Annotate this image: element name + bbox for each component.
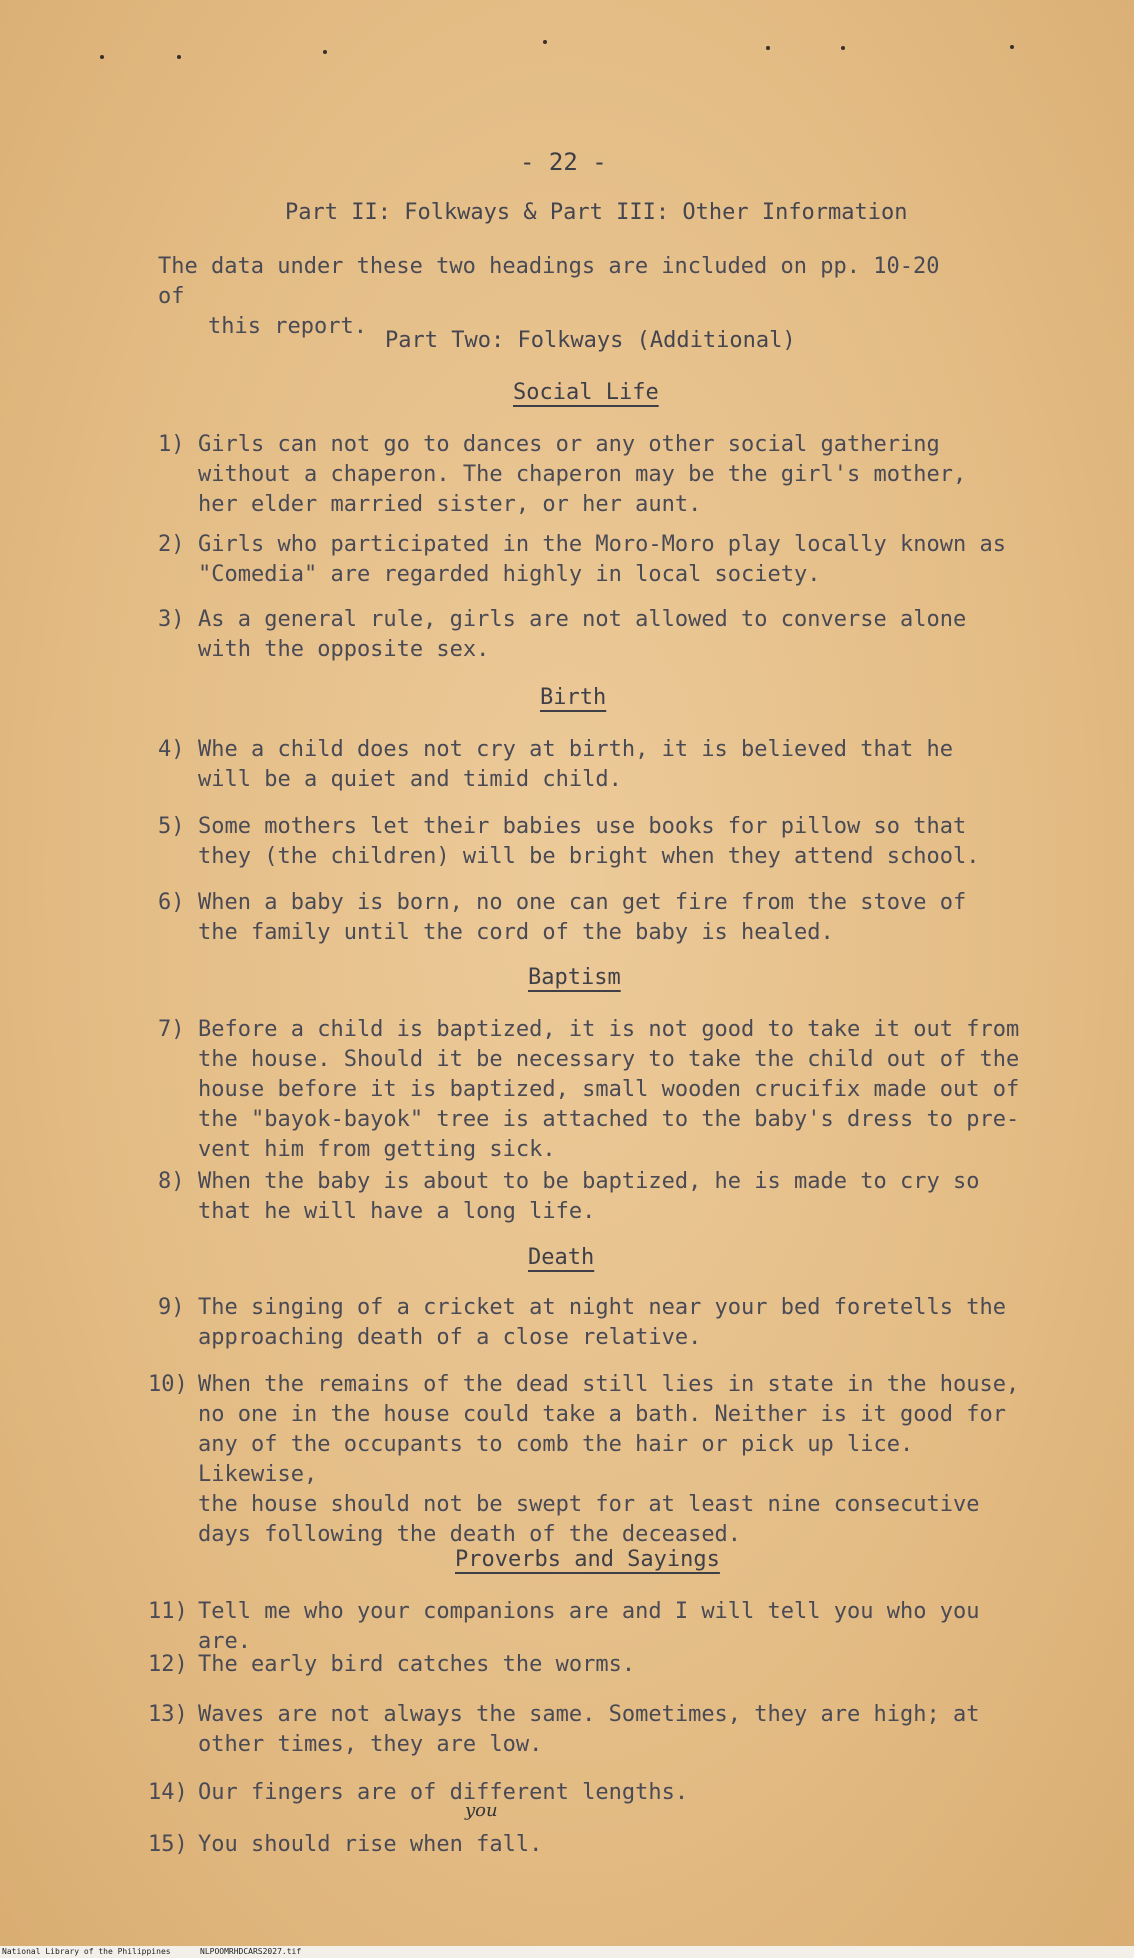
intro-line-1: The data under these two headings are included on pp. 10-20 of: [158, 254, 940, 309]
item-text: Waves are not always the same. Sometimes, they are high; at other times, they are low.: [198, 1702, 980, 1757]
item-text: Before a child is baptized, it is not good to take it out from the house. Should it be necessary to take the child out of the house before it is baptized, small wooden crucifix made out of the "bayok-bayok" tree is attached to the baby's dress to pre- vent him from getting sick.: [198, 1017, 1020, 1162]
item-number: 9): [158, 1295, 185, 1320]
item-text: When the remains of the dead still lies in state in the house, no one in the house could take a bath. Neither is it good for any of the occupants to comb the hair or pick up lice. Likewise, the house should not be swept for at least nine consecutive days following the death of the deceased.: [198, 1372, 1020, 1547]
subheading: Part Two: Folkways (Additional): [385, 328, 796, 353]
item-number: 11): [148, 1599, 188, 1624]
scan-footer: [0, 1946, 1134, 1958]
item-number: 3): [158, 607, 185, 632]
item-text: You should rise when fall.: [198, 1832, 543, 1857]
page-heading: Part II: Folkways & Part III: Other Information: [285, 200, 908, 225]
item-text: Girls who participated in the Moro-Moro play locally known as "Comedia" are regarded highly in local society.: [198, 532, 1006, 587]
item-text: When the baby is about to be baptized, he is made to cry so that he will have a long life.: [198, 1169, 980, 1224]
list-item: [148, 1700, 1028, 1760]
item-number: 5): [158, 814, 185, 839]
list-item: [158, 888, 1028, 948]
list-item: [158, 1167, 1028, 1227]
intro-line-2: this report.: [208, 314, 367, 339]
list-item: [158, 605, 1028, 665]
item-number: 4): [158, 737, 185, 762]
section-death: Death: [528, 1245, 595, 1270]
footer-filename: NLPOOMRHDCARS2027.tif: [200, 1947, 302, 1956]
item-number: 7): [158, 1017, 185, 1042]
section-proverbs: Proverbs and Sayings: [455, 1547, 720, 1572]
list-item: [148, 1830, 1028, 1860]
list-item: [158, 735, 1028, 795]
list-item: [148, 1597, 1028, 1657]
item-number: 8): [158, 1169, 185, 1194]
handwritten-annotation: you: [465, 1800, 498, 1821]
item-number: 14): [148, 1780, 188, 1805]
section-baptism: Baptism: [528, 965, 621, 990]
list-item: [148, 1778, 1028, 1808]
list-item: [158, 530, 1028, 590]
item-number: 12): [148, 1652, 188, 1677]
item-number: 13): [148, 1702, 188, 1727]
list-item: [158, 1293, 1028, 1353]
item-number: 2): [158, 532, 185, 557]
footer-library: National Library of the Philippines: [2, 1947, 171, 1956]
item-text: Tell me who your companions are and I will tell you who you are.: [198, 1599, 980, 1654]
item-number: 10): [148, 1372, 188, 1397]
item-text: The singing of a cricket at night near your bed foretells the approaching death of a close relative.: [198, 1295, 1006, 1350]
section-social-life: Social Life: [513, 380, 659, 405]
item-number: 6): [158, 890, 185, 915]
item-text: Some mothers let their babies use books for pillow so that they (the children) will be bright when they attend school.: [198, 814, 980, 869]
item-text: When a baby is born, no one can get fire from the stove of the family until the cord of the baby is healed.: [198, 890, 967, 945]
section-birth: Birth: [540, 685, 607, 710]
item-text: As a general rule, girls are not allowed to converse alone with the opposite sex.: [198, 607, 967, 662]
list-item: [148, 1650, 1028, 1680]
item-text: Whe a child does not cry at birth, it is believed that he will be a quiet and timid child.: [198, 737, 953, 792]
item-text: Girls can not go to dances or any other social gathering without a chaperon. The chaperon may be the girl's mother, her elder married sister, or her aunt.: [198, 432, 967, 517]
list-item: [148, 1370, 1028, 1550]
item-number: 1): [158, 432, 185, 457]
page-number: - 22 -: [520, 148, 607, 176]
item-number: 15): [148, 1832, 188, 1857]
item-text: Our fingers are of different lengths.: [198, 1780, 689, 1805]
list-item: [158, 430, 1028, 520]
item-text: The early bird catches the worms.: [198, 1652, 636, 1677]
list-item: [158, 1015, 1028, 1165]
list-item: [158, 812, 1028, 872]
